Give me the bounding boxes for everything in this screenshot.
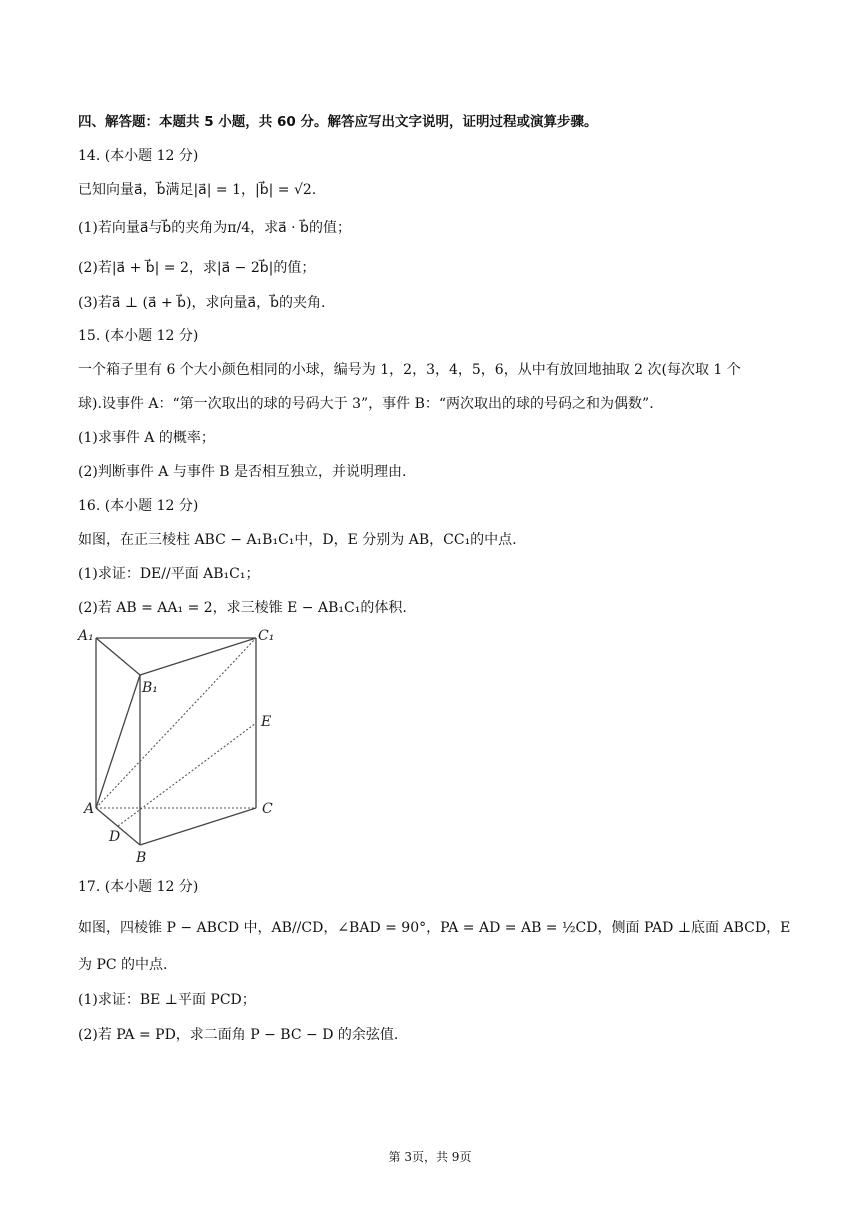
label-B: B bbox=[136, 850, 147, 866]
q16-part2: (2)若 AB = AA₁ = 2，求三棱锥 E − AB₁C₁的体积. bbox=[78, 600, 407, 616]
q15-stem-line1: 一个箱子里有 6 个大小颜色相同的小球，编号为 1，2，3，4，5，6，从中有放回地抽取 2 次(每次取 1 个 bbox=[78, 362, 741, 378]
section-heading: 四、解答题：本题共 5 小题，共 60 分。解答应写出文字说明，证明过程或演算步骤。 bbox=[78, 114, 598, 130]
q16-header: 16. (本小题 12 分) bbox=[78, 498, 199, 514]
q14-part3: (3)若a⃗ ⊥ (a⃗ + b⃗)，求向量a⃗，b⃗的夹角. bbox=[78, 295, 326, 311]
q14-header: 14. (本小题 12 分) bbox=[78, 148, 199, 164]
label-B1: B₁ bbox=[142, 680, 158, 696]
q15-stem-line2: 球).设事件 A：“第一次取出的球的号码大于 3”，事件 B：“两次取出的球的号码之和为偶数”. bbox=[78, 396, 654, 412]
q15-part1: (1)求事件 A 的概率； bbox=[78, 430, 215, 446]
q15-header: 15. (本小题 12 分) bbox=[78, 328, 199, 344]
q16-stem: 如图，在正三棱柱 ABC − A₁B₁C₁中，D，E 分别为 AB，CC₁的中点. bbox=[78, 532, 517, 548]
label-A: A bbox=[84, 801, 95, 817]
label-C1: C₁ bbox=[258, 628, 275, 644]
q14-stem: 已知向量a⃗，b⃗满足|a⃗| = 1，|b⃗| = √2. bbox=[78, 182, 317, 198]
label-D: D bbox=[109, 829, 121, 845]
page-footer: 第 3页，共 9页 bbox=[388, 1150, 472, 1164]
label-A1: A₁ bbox=[78, 628, 94, 644]
q14-part1: (1)若向量a⃗与b⃗的夹角为π/4，求a⃗ · b⃗的值； bbox=[78, 220, 351, 236]
label-E: E bbox=[261, 714, 272, 730]
q16-part1: (1)求证：DE//平面 AB₁C₁； bbox=[78, 566, 260, 582]
q15-part2: (2)判断事件 A 与事件 B 是否相互独立，并说明理由. bbox=[78, 464, 407, 480]
label-C: C bbox=[262, 801, 273, 817]
q17-stem-line1: 如图，四棱锥 P − ABCD 中，AB//CD，∠BAD = 90°，PA = AD = AB = ½CD，侧面 PAD ⊥底面 ABCD，E bbox=[78, 920, 791, 936]
q17-part2: (2)若 PA = PD，求二面角 P − BC − D 的余弦值. bbox=[78, 1027, 399, 1043]
q17-stem-line2: 为 PC 的中点. bbox=[78, 957, 168, 973]
q17-header: 17. (本小题 12 分) bbox=[78, 879, 199, 895]
q17-part1: (1)求证：BE ⊥平面 PCD； bbox=[78, 992, 256, 1008]
q14-part2: (2)若|a⃗ + b⃗| = 2，求|a⃗ − 2b⃗|的值； bbox=[78, 260, 316, 276]
